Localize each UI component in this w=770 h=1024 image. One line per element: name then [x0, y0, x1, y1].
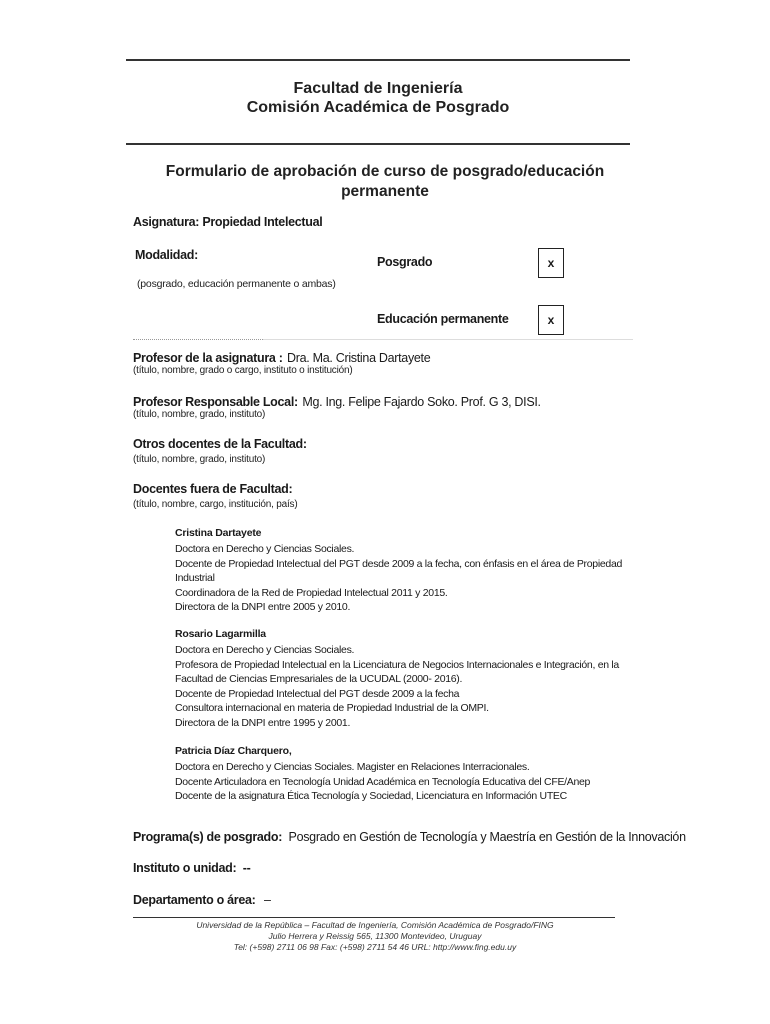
docente-detail: Doctora en Derecho y Ciencias Sociales.: [175, 543, 355, 555]
top-rule: [126, 59, 630, 61]
asignatura: Asignatura: Propiedad Intelectual: [133, 215, 323, 229]
responsable-hint: (título, nombre, grado, instituto): [133, 409, 266, 420]
docente-detail: Consultora internacional en materia de Propiedad Industrial de la OMPI.: [175, 702, 489, 715]
programa-label: Programa(s) de posgrado:: [133, 830, 283, 844]
modalidad-right-rule: [263, 339, 633, 340]
faculty-name: Facultad de Ingeniería: [293, 80, 463, 97]
form-title-line2: permanente: [341, 183, 429, 200]
departamento-row: [133, 891, 271, 909]
docente-name: Cristina Dartayete: [175, 527, 262, 539]
educacion-permanente-checkbox[interactable]: x: [538, 305, 564, 335]
posgrado-label: Posgrado: [377, 255, 433, 269]
instituto-label: Instituto o unidad:: [133, 861, 237, 875]
commission-name: Comisión Académica de Posgrado: [246, 99, 510, 116]
otros-docentes-label: Otros docentes de la Facultad:: [133, 437, 307, 451]
footer-university: Universidad de la República – Facultad de Ingeniería, Comisión Académica de Posgrado/FING: [196, 920, 554, 930]
docente-detail: Docente Articuladora en Tecnología Unidad Académica en Tecnología Educativa del CFE/Anep: [175, 775, 591, 788]
programa-row: [133, 828, 686, 846]
docente-detail: Doctora en Derecho y Ciencias Sociales.: [175, 644, 355, 656]
modalidad-dotted-rule: [133, 339, 263, 340]
docente-detail: Facultad de Ciencias Empresariales de la UCUDAL (2000- 2016).: [175, 673, 463, 686]
programa-value: Posgrado en Gestión de Tecnología y Maestría en Gestión de la Innovación: [288, 830, 686, 844]
profesor-hint: (título, nombre, grado o cargo, instituto o institución): [133, 365, 353, 376]
form-title-line1: Formulario de aprobación de curso de posgrado/educación: [165, 163, 605, 180]
otros-docentes-hint: (título, nombre, grado, instituto): [133, 454, 266, 465]
docente-name: Rosario Lagarmilla: [175, 628, 266, 640]
docente-entry: [175, 526, 622, 615]
responsable-label: Profesor Responsable Local:: [133, 395, 298, 409]
docente-detail: Directora de la DNPI entre 1995 y 2001.: [175, 716, 351, 729]
departamento-label: Departamento o área:: [133, 893, 256, 907]
posgrado-checkbox[interactable]: x: [538, 248, 564, 278]
docente-entry: [175, 744, 590, 804]
footer-contact: Tel: (+598) 2711 06 98 Fax: (+598) 2711 54 46 URL: http://www.fing.edu.uy: [233, 942, 517, 952]
docente-detail: Docente de la asignatura Ética Tecnología y Sociedad, Licenciatura en Información UTEC: [175, 790, 567, 803]
docente-detail: Profesora de Propiedad Intelectual en la Licenciatura de Negocios Internacionales e Integración, en la: [175, 658, 619, 671]
educacion-permanente-label: Educación permanente: [377, 312, 509, 326]
profesor-label: Profesor de la asignatura :: [133, 351, 283, 365]
header-bottom-rule: [126, 143, 630, 145]
docentes-fuera-hint: (título, nombre, cargo, institución, país): [133, 499, 298, 510]
modalidad-hint: (posgrado, educación permanente o ambas): [137, 278, 336, 290]
docente-entry: [175, 627, 619, 731]
docente-detail: Docente de Propiedad Intelectual del PGT desde 2009 a la fecha: [175, 687, 460, 700]
docente-detail: Doctora en Derecho y Ciencias Sociales. Magister en Relaciones Interracionales.: [175, 761, 530, 773]
docentes-fuera-label: Docentes fuera de Facultad:: [133, 482, 293, 496]
footer-address: Julio Herrera y Reissig 565, 11300 Montevideo, Uruguay: [268, 931, 482, 941]
profesor-value: Dra. Ma. Cristina Dartayete: [287, 351, 431, 365]
docente-detail: Docente de Propiedad Intelectual del PGT desde 2009 a la fecha, con énfasis en el área de Propiedad: [175, 557, 623, 570]
departamento-value: –: [263, 893, 271, 907]
responsable-value: Mg. Ing. Felipe Fajardo Soko. Prof. G 3, DISI.: [302, 395, 541, 409]
footer-rule: [133, 917, 615, 918]
modalidad-label: Modalidad:: [135, 248, 198, 262]
docente-detail: Industrial: [175, 572, 215, 585]
instituto-row: [133, 859, 251, 877]
docente-detail: Directora de la DNPI entre 2005 y 2010.: [175, 601, 351, 614]
docente-detail: Coordinadora de la Red de Propiedad Intelectual 2011 y 2015.: [175, 586, 448, 599]
docente-name: Patricia Díaz Charquero,: [175, 745, 292, 757]
instituto-value: --: [242, 861, 251, 875]
